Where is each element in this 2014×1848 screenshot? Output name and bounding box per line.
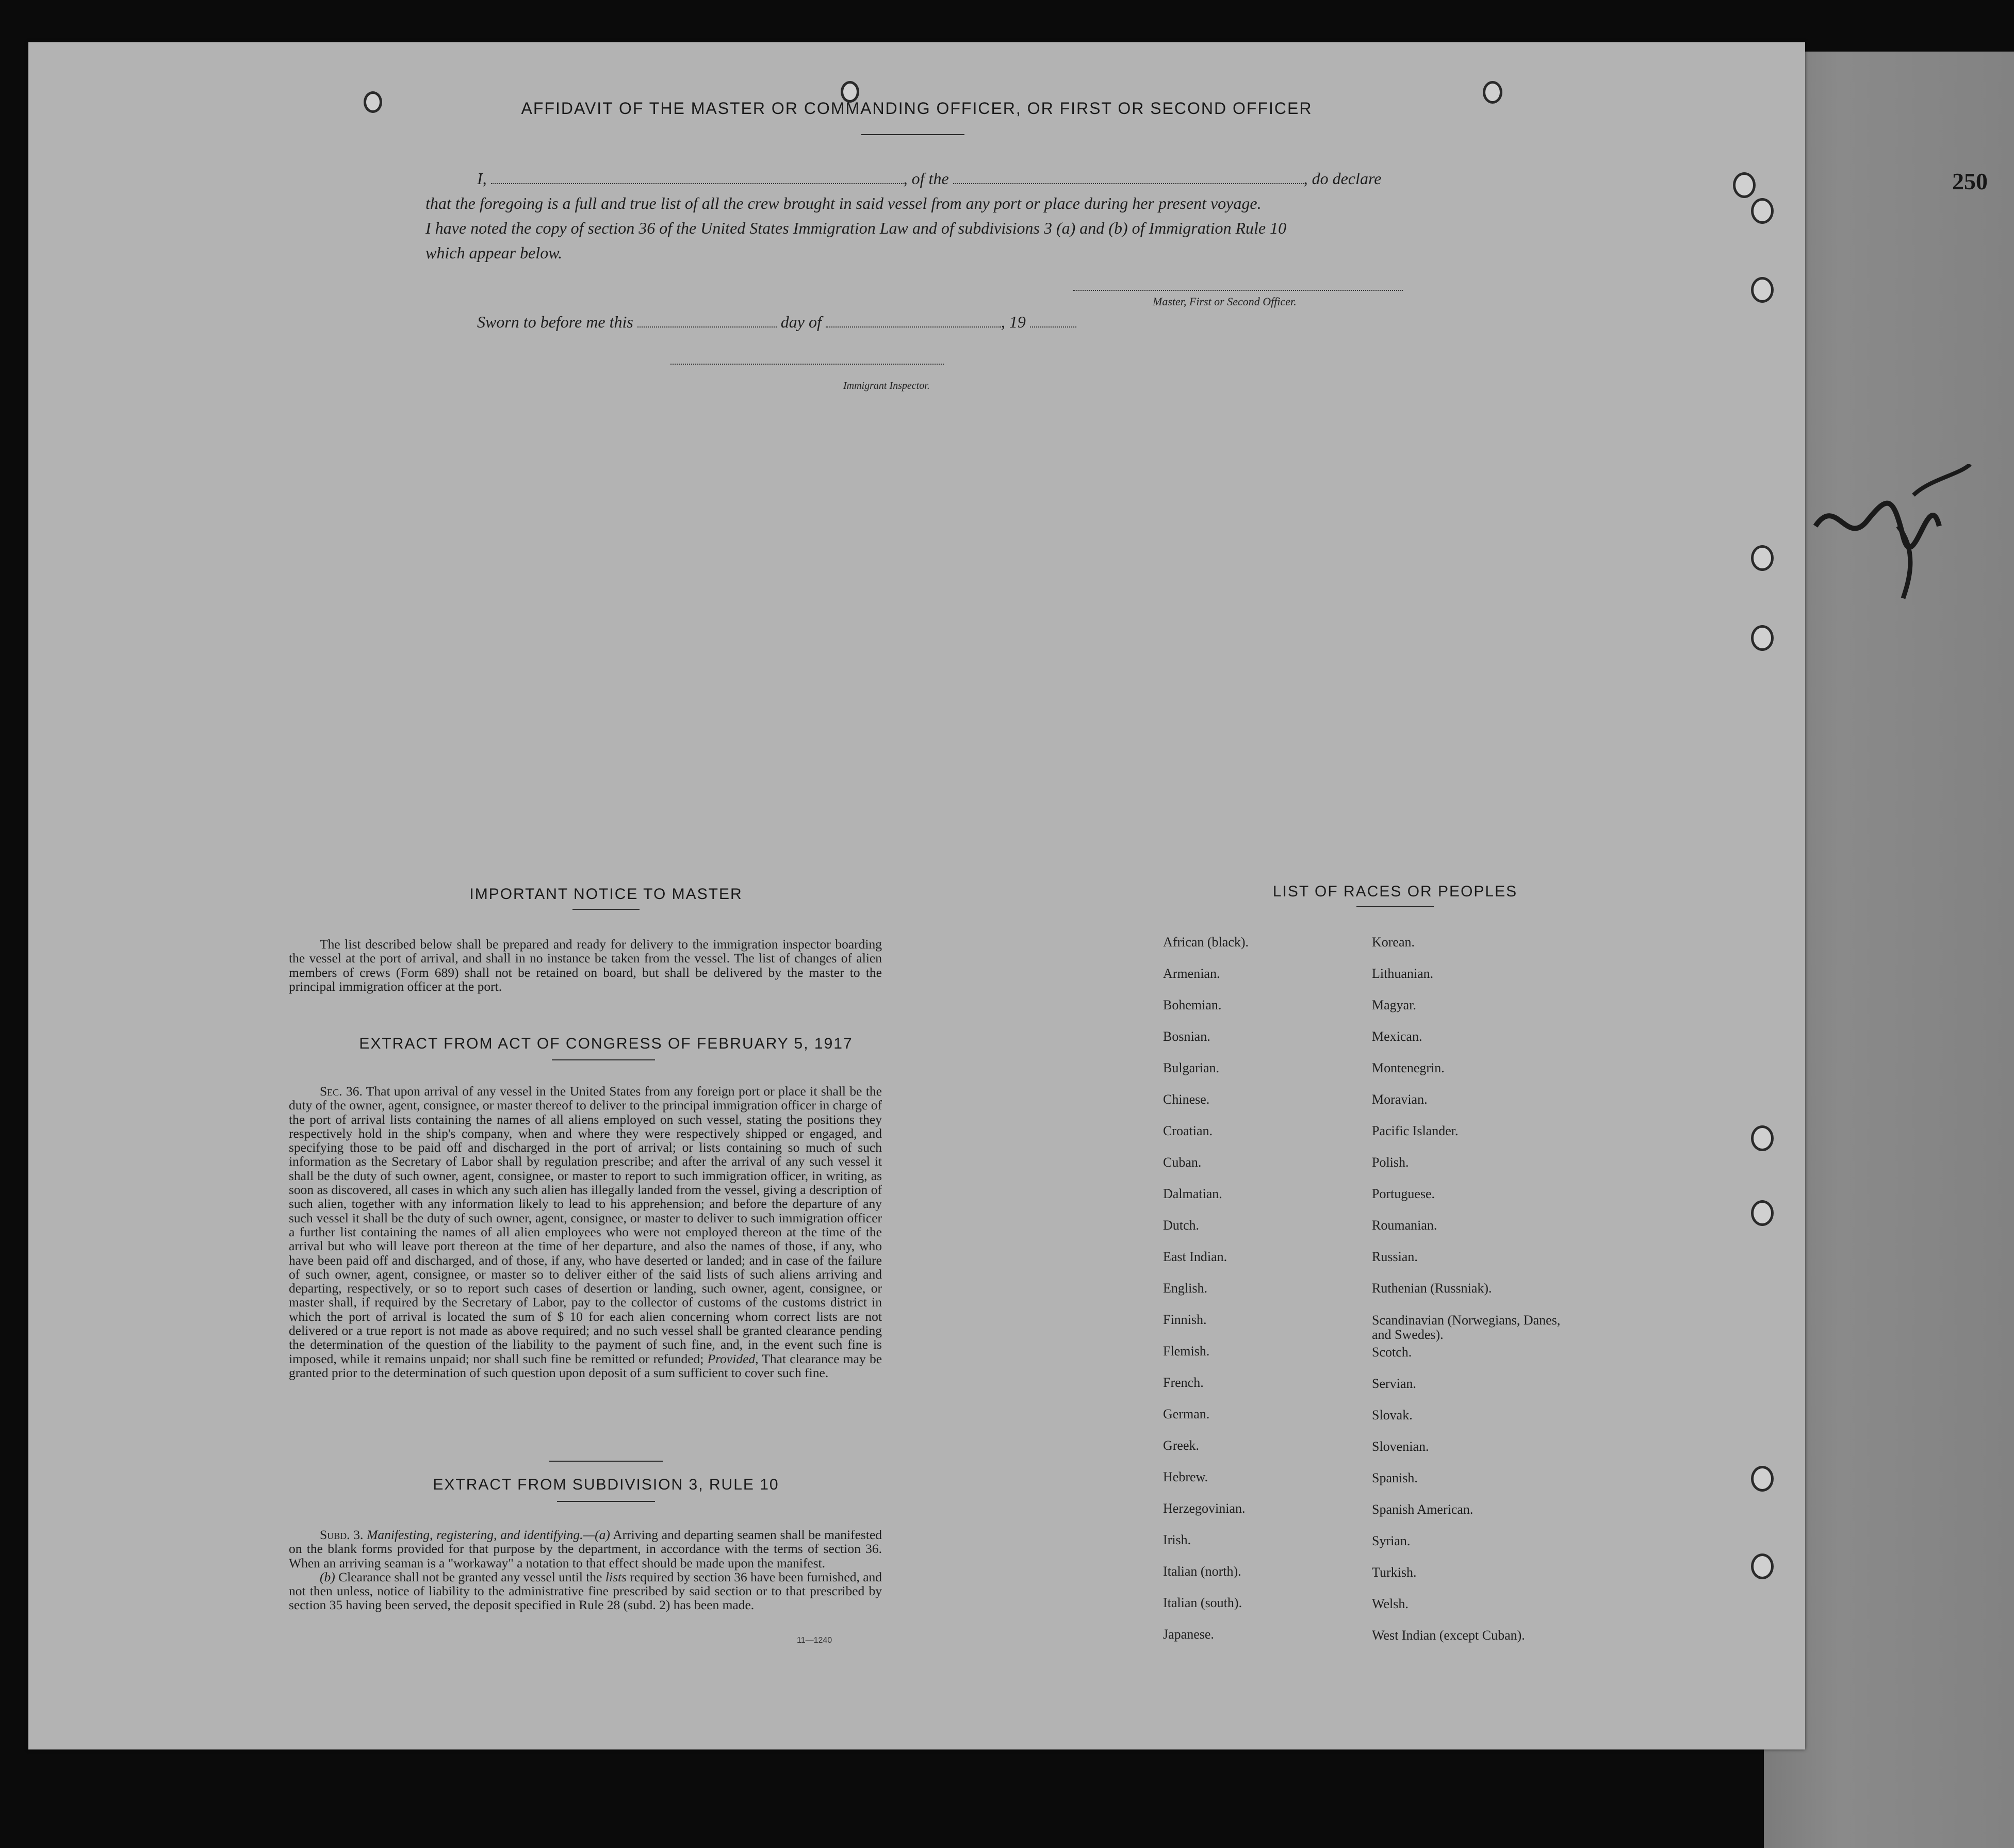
para-b-lists: lists: [605, 1569, 627, 1584]
race-item: Polish.: [1372, 1155, 1409, 1170]
form-number: 11—1240: [797, 1636, 832, 1645]
handwritten-mark: [1805, 464, 1991, 619]
act-extract-title: EXTRACT FROM ACT OF CONGRESS OF FEBRUARY 5, 1917: [359, 1035, 853, 1052]
race-item: Montenegrin.: [1372, 1060, 1445, 1075]
divider: [572, 909, 640, 910]
race-item: West Indian (except Cuban).: [1372, 1628, 1525, 1643]
affidavit-declare-label: , do declare: [1303, 169, 1382, 188]
para-b-label: (b): [320, 1569, 335, 1584]
races-column-2: [1372, 935, 1568, 1659]
act-text: That upon arrival of any vessel in the United States from any foreign port or place it shall be the duty of the owner, agent, consignee, or master thereof to deliver to the principal immigration officer in charge of the port of arrival lists containing the names of all aliens employed on such vessel, stating the positions they respectively hold in the ship's company, when and where they were respectively shipped or engaged, and specifying those to be paid off and discharged in the port of arrival; or lists containing so much of such information as the Secretary of Labor shall by regulation prescribe; and after the arrival of any such vessel it shall be the duty of such owner, agent, consignee, or master to report to such immigration officer, in writing, as soon as discovered, all cases in which any such alien has illegally landed from the vessel, giving a description of such alien, together with any information likely to lead to his apprehension; and before the departure of any such vessel it shall be the duty of such owner, agent, consignee, or master to deliver to such immigration officer a further list containing the names of all alien employees who were not employed thereon at the time of the arrival but who will leave port thereon at the time of her departure, and also the names of those, if any, who have been paid off and discharged, and of those, if any, who have deserted or landed; and in case of the failure of such owner, agent, consignee, or master so to deliver either of the said lists of such aliens arriving and departing, respectively, or so to report such cases of desertion or landing, such owner, agent, consignee, or master shall, if required by the Secretary of Labor, pay to the collector of customs of the customs district in which the port of arrival is located the sum of $ 10 for each alien concerning whom correct lists are not delivered or a true report is not made as above required; and no such vessel shall be granted clearance pending the determination of the question of the liability to the payment of such fine, and, in the event such fine is imposed, while it remains unpaid; nor shall such fine be remitted or refunded;: [289, 1084, 882, 1366]
races-column-1: [1163, 935, 1369, 1658]
race-item: Russian.: [1372, 1249, 1418, 1264]
race-item: Herzegovinian.: [1163, 1501, 1246, 1516]
notice-title: IMPORTANT NOTICE TO MASTER: [469, 886, 743, 903]
race-item: Pacific Islander.: [1372, 1123, 1459, 1138]
race-item: Spanish.: [1372, 1470, 1418, 1485]
race-item: Italian (south).: [1163, 1595, 1242, 1610]
inspector-caption: Immigrant Inspector.: [843, 380, 930, 391]
punch-hole: [1751, 277, 1774, 303]
race-item: Bohemian.: [1163, 997, 1222, 1012]
punch-hole: [1751, 198, 1774, 224]
vessel-blank[interactable]: [953, 170, 1304, 184]
race-item: German.: [1163, 1407, 1210, 1421]
page-number: 250: [1952, 168, 1988, 194]
sworn-line: [477, 309, 1199, 334]
bleed-through-text: [1111, 403, 1125, 626]
race-item: Italian (north).: [1163, 1564, 1241, 1579]
punch-hole: [1751, 625, 1774, 651]
race-item: Bosnian.: [1163, 1029, 1210, 1044]
affidavit-line-2: that the foregoing is a full and true list of all the crew brought in said vessel from any port or place during her present voyage.: [425, 194, 1262, 212]
master-signature-line[interactable]: [1073, 290, 1403, 291]
race-item: Ruthenian (Russniak).: [1372, 1281, 1492, 1296]
sworn-month-blank[interactable]: [826, 313, 1001, 328]
race-item: Greek.: [1163, 1438, 1200, 1453]
rule-extract-title: EXTRACT FROM SUBDIVISION 3, RULE 10: [433, 1476, 779, 1493]
subd-heading: Manifesting, registering, and identifying.—(a): [367, 1527, 610, 1542]
affidavit-statement: [425, 166, 1467, 265]
sworn-year-prefix: , 19: [1001, 313, 1026, 331]
race-item: Irish.: [1163, 1532, 1191, 1547]
punch-hole: [1751, 1553, 1774, 1579]
affidavit-line-4: which appear below.: [425, 243, 563, 262]
punch-hole: [1733, 172, 1756, 198]
form-page: [28, 42, 1805, 1749]
divider: [552, 1059, 655, 1060]
race-item: Dalmatian.: [1163, 1186, 1222, 1201]
race-item: Hebrew.: [1163, 1469, 1208, 1484]
proviso-label: Provided,: [707, 1351, 759, 1366]
race-item: Slovak.: [1372, 1408, 1413, 1422]
rule-extract-paragraph: [289, 1528, 882, 1612]
sworn-day-of: day of: [780, 313, 822, 331]
race-item: Korean.: [1372, 935, 1415, 950]
race-item: Turkish.: [1372, 1565, 1417, 1580]
races-title: LIST OF RACES OR PEOPLES: [1272, 883, 1518, 900]
proviso-text: That clearance may be granted prior to the determination of such question upon deposit of a sum sufficient to cover such fine.: [289, 1351, 882, 1380]
para-b-2: required by section 36 have been furnished, and not then unless, notice of liability to the administrative fine prescribed by said section or to that prescribed by section 35 having been served, the deposit specified in Rule 28 (subd. 2) has been made.: [289, 1569, 882, 1613]
race-item: Mexican.: [1372, 1029, 1422, 1044]
name-blank[interactable]: [491, 170, 904, 184]
divider: [1356, 906, 1434, 907]
punch-hole: [1751, 1466, 1774, 1492]
punch-hole: [1751, 1200, 1774, 1226]
race-item: Scandinavian (Norwegians, Danes, and Swedes).: [1372, 1313, 1561, 1342]
subd-label: Subd. 3.: [320, 1527, 364, 1542]
sworn-year-blank[interactable]: [1030, 313, 1076, 328]
affidavit-line-3: I have noted the copy of section 36 of the United States Immigration Law and of subdivisions 3 (a) and (b) of Immigration Rule 10: [425, 219, 1287, 237]
inspector-signature-line[interactable]: [670, 364, 944, 365]
divider: [861, 134, 964, 135]
race-item: Cuban.: [1163, 1155, 1202, 1170]
race-item: Roumanian.: [1372, 1218, 1437, 1233]
race-item: African (black).: [1163, 935, 1249, 950]
race-item: Armenian.: [1163, 966, 1220, 981]
race-item: Moravian.: [1372, 1092, 1428, 1107]
race-item: Servian.: [1372, 1376, 1416, 1391]
race-item: Welsh.: [1372, 1596, 1409, 1611]
race-item: Portuguese.: [1372, 1186, 1435, 1201]
race-item: French.: [1163, 1375, 1204, 1390]
divider: [557, 1501, 655, 1502]
notice-text: The list described below shall be prepared and ready for delivery to the immigration inspector boarding the vessel at the port of arrival, and shall in no instance be taken from the vessel. The list of changes of alien members of crews (Form 689) shall not be retained on board, but shall be delivered by the master to the principal immigration officer at the port.: [289, 937, 882, 994]
sworn-day-blank[interactable]: [637, 313, 777, 328]
race-item: Lithuanian.: [1372, 966, 1434, 981]
race-item: Flemish.: [1163, 1344, 1210, 1359]
affidavit-title: AFFIDAVIT OF THE MASTER OR COMMANDING OFFICER, OR FIRST OR SECOND OFFICER: [521, 99, 1313, 118]
race-item: Magyar.: [1372, 997, 1416, 1012]
divider: [549, 1461, 663, 1462]
act-extract-paragraph: [289, 1084, 882, 1380]
punch-hole: [1751, 545, 1774, 571]
race-item: Scotch.: [1372, 1345, 1412, 1360]
sworn-prefix: Sworn to before me this: [477, 313, 633, 331]
para-b-1: Clearance shall not be granted any vessel until the: [338, 1569, 602, 1584]
race-item: Syrian.: [1372, 1533, 1411, 1548]
race-item: Croatian.: [1163, 1123, 1213, 1138]
race-item: Bulgarian.: [1163, 1060, 1220, 1075]
race-item: Slovenian.: [1372, 1439, 1429, 1454]
master-caption: Master, First or Second Officer.: [1153, 295, 1297, 308]
race-item: Finnish.: [1163, 1312, 1207, 1327]
sec-label: Sec. 36.: [320, 1084, 363, 1099]
race-item: Spanish American.: [1372, 1502, 1473, 1517]
race-item: Dutch.: [1163, 1218, 1200, 1233]
race-item: East Indian.: [1163, 1249, 1227, 1264]
para-a: Arriving and departing seamen shall be manifested on the blank forms provided for that purpose by the department, in accordance with the terms of section 36. When an arriving seaman is a "workaway" a notation to that effect should be made upon the manifest.: [289, 1527, 882, 1571]
affidavit-i-label: I,: [477, 169, 487, 188]
race-item: Chinese.: [1163, 1092, 1210, 1107]
notice-paragraph: [289, 937, 882, 993]
punch-hole: [1751, 1125, 1774, 1151]
affidavit-of-the-label: , of the: [903, 169, 949, 188]
race-item: Japanese.: [1163, 1627, 1214, 1642]
race-item: English.: [1163, 1281, 1207, 1296]
